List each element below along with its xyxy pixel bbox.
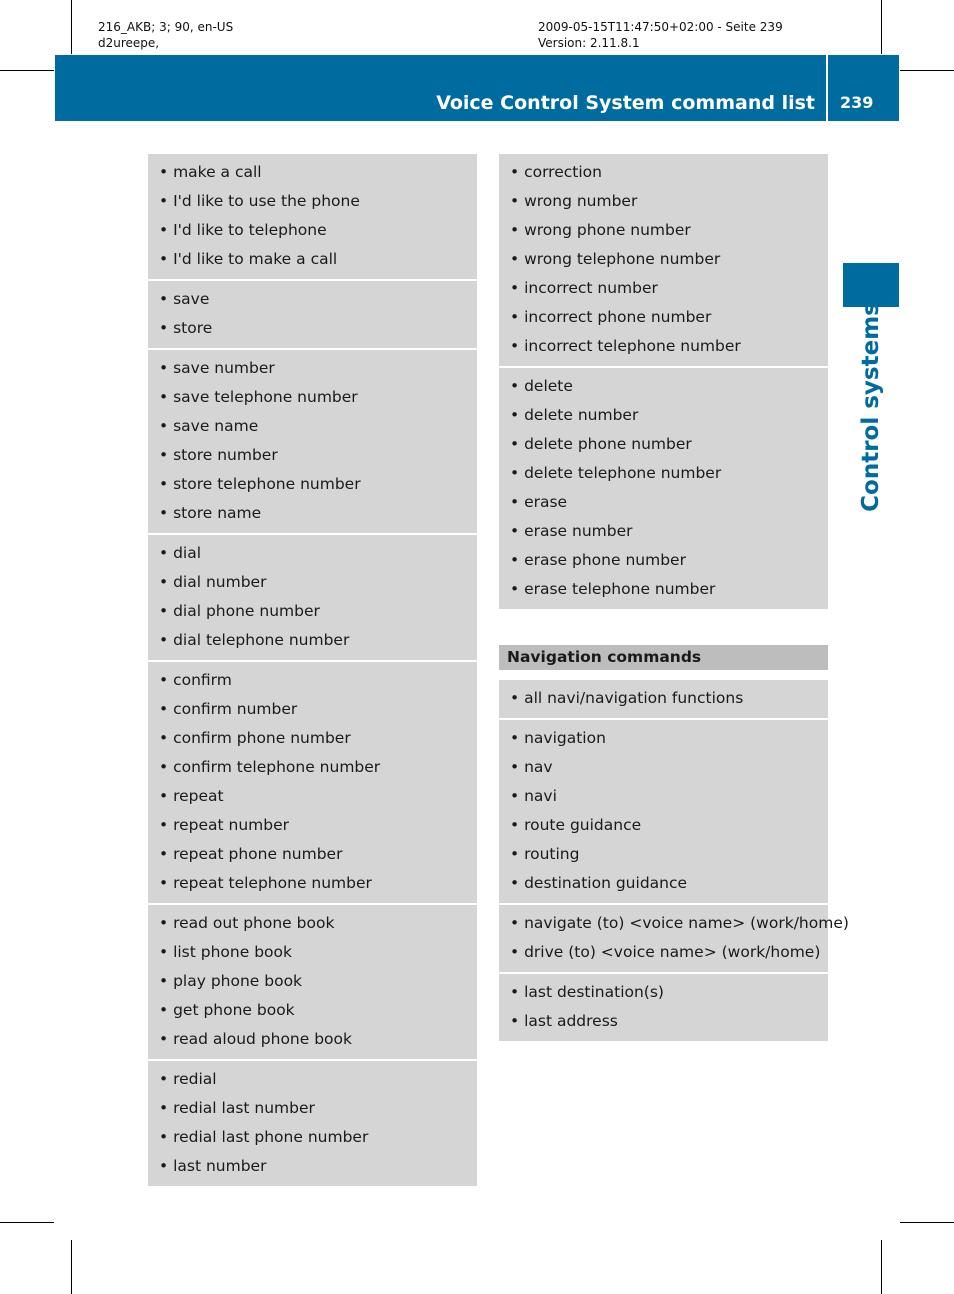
meta-right-line2: Version: 2.11.8.1 xyxy=(538,36,640,50)
command-item: • wrong telephone number xyxy=(510,250,721,268)
command-item: • store telephone number xyxy=(159,475,361,493)
command-group xyxy=(499,368,828,609)
command-item: • I'd like to use the phone xyxy=(159,192,360,210)
command-item: • destination guidance xyxy=(510,874,688,892)
command-item: • repeat number xyxy=(159,816,290,834)
command-group xyxy=(499,154,828,368)
command-item: • read out phone book xyxy=(159,914,335,932)
command-group xyxy=(148,662,477,905)
command-group xyxy=(499,905,849,974)
crop-mark xyxy=(71,1240,72,1294)
crop-mark xyxy=(881,1240,882,1294)
command-item: • last destination(s) xyxy=(510,983,664,1001)
command-item: • repeat xyxy=(159,787,224,805)
command-item: • repeat telephone number xyxy=(159,874,372,892)
command-item: • erase phone number xyxy=(510,551,686,569)
command-item: • nav xyxy=(510,758,553,776)
command-item: • read aloud phone book xyxy=(159,1030,352,1048)
left-command-column xyxy=(148,154,477,1186)
command-item: • I'd like to make a call xyxy=(159,250,338,268)
command-item: • navi xyxy=(510,787,557,805)
command-group xyxy=(148,905,477,1061)
right-command-column xyxy=(499,154,828,609)
meta-left-line1: 216_AKB; 3; 90, en-US xyxy=(98,20,234,34)
meta-left-line2: d2ureepe, xyxy=(98,36,160,50)
print-meta-left xyxy=(98,19,233,51)
command-group xyxy=(148,281,477,350)
command-item: • wrong number xyxy=(510,192,638,210)
command-item: • play phone book xyxy=(159,972,303,990)
command-item: • routing xyxy=(510,845,580,863)
command-item: • repeat phone number xyxy=(159,845,343,863)
command-group xyxy=(499,720,828,905)
command-item: • store number xyxy=(159,446,278,464)
command-item: • correction xyxy=(510,163,602,181)
command-group xyxy=(148,535,477,662)
command-item: • save name xyxy=(159,417,259,435)
command-item: • delete phone number xyxy=(510,435,692,453)
command-item: • confirm number xyxy=(159,700,298,718)
command-item: • route guidance xyxy=(510,816,642,834)
crop-mark xyxy=(0,1222,54,1223)
command-item: • dial number xyxy=(159,573,267,591)
crop-mark xyxy=(71,0,72,54)
command-item: • delete number xyxy=(510,406,639,424)
command-item: • dial xyxy=(159,544,202,562)
command-item: • save number xyxy=(159,359,275,377)
print-meta-right xyxy=(538,19,783,51)
command-group xyxy=(148,1061,477,1186)
command-item: • wrong phone number xyxy=(510,221,691,239)
command-item: • erase number xyxy=(510,522,633,540)
command-item: • store name xyxy=(159,504,262,522)
navigation-command-list xyxy=(499,680,849,1041)
page-header xyxy=(55,55,899,121)
command-item: • redial last phone number xyxy=(159,1128,369,1146)
command-item: • navigation xyxy=(510,729,606,747)
section-tab-label: Control systems xyxy=(858,302,884,512)
command-item: • confirm xyxy=(159,671,232,689)
crop-mark xyxy=(900,1222,954,1223)
command-item: • redial last number xyxy=(159,1099,315,1117)
command-item: • list phone book xyxy=(159,943,292,961)
command-item: • make a call xyxy=(159,163,262,181)
command-item: • get phone book xyxy=(159,1001,295,1019)
command-item: • redial xyxy=(159,1070,217,1088)
command-item: • store xyxy=(159,319,213,337)
crop-mark xyxy=(0,70,54,71)
command-item: • save telephone number xyxy=(159,388,358,406)
command-item: • incorrect telephone number xyxy=(510,337,741,355)
command-group xyxy=(499,680,828,720)
command-item: • confirm telephone number xyxy=(159,758,381,776)
crop-mark xyxy=(881,0,882,54)
command-item: • drive (to) <voice name> (work/home) xyxy=(510,943,821,961)
command-item: • incorrect number xyxy=(510,279,658,297)
command-item: • dial telephone number xyxy=(159,631,350,649)
command-item: • save xyxy=(159,290,210,308)
navigation-commands-section xyxy=(499,645,849,1041)
page-number: 239 xyxy=(840,93,874,112)
command-item: • last address xyxy=(510,1012,618,1030)
crop-mark xyxy=(900,70,954,71)
command-item: • dial phone number xyxy=(159,602,320,620)
command-item: • erase xyxy=(510,493,568,511)
command-item: • all navi/navigation functions xyxy=(510,689,744,707)
command-item: • last number xyxy=(159,1157,267,1175)
command-item: • erase telephone number xyxy=(510,580,716,598)
meta-right-line1: 2009-05-15T11:47:50+02:00 - Seite 239 xyxy=(538,20,783,34)
command-group xyxy=(148,350,477,535)
command-item: • delete xyxy=(510,377,573,395)
command-item: • delete telephone number xyxy=(510,464,722,482)
page-title: Voice Control System command list xyxy=(436,92,815,114)
command-item: • confirm phone number xyxy=(159,729,351,747)
command-item: • navigate (to) <voice name> (work/home) xyxy=(510,914,849,932)
command-group xyxy=(499,974,828,1041)
command-item: • incorrect phone number xyxy=(510,308,712,326)
header-divider xyxy=(826,55,828,121)
command-item: • I'd like to telephone xyxy=(159,221,327,239)
command-group xyxy=(148,154,477,281)
section-heading: Navigation commands xyxy=(499,645,828,680)
